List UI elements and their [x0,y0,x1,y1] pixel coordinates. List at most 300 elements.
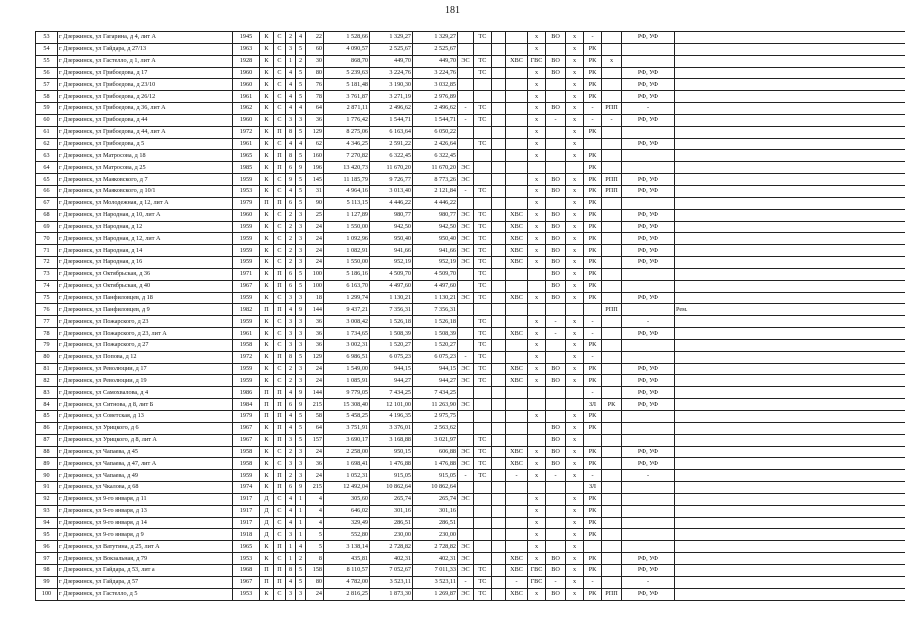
col-ts-cell: ТС [474,564,492,576]
total-area-cell: 3 751,91 [324,422,370,434]
row-number-cell: 79 [36,339,58,351]
residential-area-cell: 606,88 [413,446,458,458]
floors-cell: 5 [296,434,306,446]
col-ts-cell [474,79,492,91]
col-note-cell [675,221,905,233]
col-blank-cell [492,91,506,103]
col-gvs-cell: х [528,493,546,505]
col-rf-uf-cell: РФ, УФ [622,185,675,197]
col-hvs-cell: - [506,470,528,482]
address-cell: г Дзержинск, ул Ситнова, д 8, лит Б [58,399,233,411]
col-hvs-cell [506,505,528,517]
residential-area-cell: 4 509,70 [413,268,458,280]
col-blank-cell [492,126,506,138]
col-hvs-cell [506,138,528,150]
col-note-cell [675,126,905,138]
col-hvs-cell: ХВС [506,363,528,375]
col-rf-uf-cell: РФ, УФ [622,114,675,126]
col-hvs-cell [506,91,528,103]
total-area-cell: 6 163,70 [324,280,370,292]
col-rpp-cell [602,422,622,434]
col-es-cell [458,79,474,91]
col-note-cell [675,233,905,245]
col-hvs-cell [506,517,528,529]
col-note-cell [675,32,905,44]
col-gvs-cell: х [528,375,546,387]
build-year-cell: 1959 [233,375,260,387]
table-row [36,458,905,470]
floors-cell: 1 [296,505,306,517]
col-blank-cell [492,43,506,55]
row-number-cell: 78 [36,328,58,340]
col-hvs-cell [506,67,528,79]
wall-material-cell: К [260,221,274,233]
col-blank-cell [492,209,506,221]
apartments-cell: 129 [306,351,324,363]
residential-area-cell: 2 525,67 [413,43,458,55]
col-rf-uf-cell [622,162,675,174]
tenure-cell: С [274,363,286,375]
col-rf-uf-cell: РФ, УФ [622,292,675,304]
tenure-cell: С [274,257,286,269]
tenure-cell: С [274,375,286,387]
col-rk-cell: - [584,387,602,399]
col-es-cell: ЭС [458,564,474,576]
wall-material-cell: Д [260,493,274,505]
col-note-cell [675,138,905,150]
residential-area-cell: 4 446,22 [413,197,458,209]
col-hvs-cell: ХВС [506,588,528,600]
col-gvs-cell: ГВС [528,55,546,67]
tenure-cell: С [274,245,286,257]
living-area-cell: 3 190,30 [370,79,413,91]
apartments-cell: 64 [306,103,324,115]
col-gvs-cell: х [528,411,546,423]
row-number-cell: 75 [36,292,58,304]
wall-material-cell: К [260,470,274,482]
tenure-cell: С [274,221,286,233]
col-es-cell: ЭС [458,375,474,387]
col-rpp-cell [602,280,622,292]
table-row [36,150,905,162]
living-area-cell: 3 168,88 [370,434,413,446]
row-number-cell: 64 [36,162,58,174]
col-rpp-cell: РПП [602,588,622,600]
col-vo-cell: - [546,328,566,340]
address-cell: г Дзержинск, ул 9-го января, д 13 [58,505,233,517]
living-area-cell: 6 322,45 [370,150,413,162]
wall-material-cell: К [260,67,274,79]
col-rk-cell: РК [584,411,602,423]
col-rk-cell [584,434,602,446]
wall-material-cell: К [260,174,274,186]
col-rpp-cell [602,576,622,588]
col-rpp-cell [602,328,622,340]
total-area-cell: 5 113,15 [324,197,370,209]
row-number-cell: 80 [36,351,58,363]
floors-cell: 5 [296,411,306,423]
col-note-cell [675,399,905,411]
col-es-cell [458,517,474,529]
living-area-cell: 11 670,20 [370,162,413,174]
residential-area-cell: 7 356,31 [413,304,458,316]
floors-cell: 3 [296,446,306,458]
address-cell: г Дзержинск, ул Панфиловцев, д 18 [58,292,233,304]
col-es-cell: ЭС [458,257,474,269]
col-ts-cell: ТС [474,470,492,482]
apartments-cell: 36 [306,114,324,126]
address-cell: г Дзержинск, ул Грибоедова, д 44, лит А [58,126,233,138]
col-es-cell: - [458,576,474,588]
col-vo-cell: ВО [546,564,566,576]
col-rk-cell [584,138,602,150]
residential-area-cell: 6 322,45 [413,150,458,162]
col-x-cell: х [566,67,584,79]
col-x-cell: х [566,339,584,351]
col-gvs-cell: х [528,138,546,150]
col-es-cell [458,43,474,55]
residential-area-cell: 950,40 [413,233,458,245]
build-year-cell: 1961 [233,91,260,103]
address-cell: г Дзержинск, ул Урицкого, д 6 [58,422,233,434]
living-area-cell: 915,05 [370,470,413,482]
col-rpp-cell [602,162,622,174]
col-rk-cell: РК [584,67,602,79]
col-rpp-cell: РПП [602,174,622,186]
tenure-cell: П [274,541,286,553]
row-number-cell: 81 [36,363,58,375]
col-note-cell [675,505,905,517]
col-rk-cell: РК [584,209,602,221]
build-year-cell: 1953 [233,588,260,600]
col-note-cell [675,588,905,600]
col-vo-cell [546,517,566,529]
col-rk-cell: РК [584,422,602,434]
col-ts-cell: ТС [474,103,492,115]
build-year-cell: 1959 [233,316,260,328]
address-cell: г Дзержинск, ул Грибоедова, д 26/12 [58,91,233,103]
col-es-cell [458,280,474,292]
col-rpp-cell [602,233,622,245]
row-number-cell: 55 [36,55,58,67]
col-rk-cell: РК [584,553,602,565]
col-es-cell: ЭС [458,174,474,186]
col-ts-cell [474,126,492,138]
total-area-cell: 1 550,00 [324,221,370,233]
col-blank-cell [492,470,506,482]
row-number-cell: 61 [36,126,58,138]
residential-area-cell: 1 476,88 [413,458,458,470]
wall-material-cell: К [260,150,274,162]
col-ts-cell: ТС [474,328,492,340]
wall-material-cell: К [260,268,274,280]
table-row [36,268,905,280]
residential-area-cell: 915,05 [413,470,458,482]
row-number-cell: 63 [36,150,58,162]
wall-material-cell: К [260,114,274,126]
col-blank-cell [492,363,506,375]
residential-area-cell: 3 021,97 [413,434,458,446]
address-cell: г Дзержинск, ул Советская, д 13 [58,411,233,423]
col-note-cell [675,268,905,280]
wall-material-cell: К [260,209,274,221]
col-hvs-cell [506,126,528,138]
table-row [36,185,905,197]
floors-cell: 4 [296,138,306,150]
col-rpp-cell [602,553,622,565]
residential-area-cell: 6 050,22 [413,126,458,138]
col-rk-cell: РК [584,150,602,162]
col-note-cell [675,328,905,340]
apartments-cell: 36 [306,339,324,351]
col-rf-uf-cell [622,126,675,138]
living-area-cell: 449,70 [370,55,413,67]
tenure-cell: П [274,482,286,494]
col-ts-cell: ТС [474,458,492,470]
col-ts-cell [474,493,492,505]
wall-material-cell: К [260,422,274,434]
col-gvs-cell [528,280,546,292]
col-ts-cell: ТС [474,221,492,233]
table-row [36,103,905,115]
col-x-cell: х [566,55,584,67]
living-area-cell: 265,74 [370,493,413,505]
build-year-cell: 1959 [233,292,260,304]
col-ts-cell: ТС [474,32,492,44]
col-rpp-cell [602,138,622,150]
col-hvs-cell: ХВС [506,209,528,221]
col-ts-cell [474,43,492,55]
col-blank-cell [492,564,506,576]
col-vo-cell: ВО [546,221,566,233]
col-blank-cell [492,138,506,150]
stories-cell: 4 [286,67,296,79]
residential-area-cell: 942,50 [413,221,458,233]
apartments-cell: 24 [306,470,324,482]
col-hvs-cell [506,185,528,197]
apartments-cell: 64 [306,422,324,434]
build-year-cell: 1958 [233,458,260,470]
col-ts-cell [474,422,492,434]
col-rpp-cell [602,126,622,138]
table-row [36,32,905,44]
col-rk-cell: РК [584,458,602,470]
floors-cell: 5 [296,564,306,576]
table-row [36,162,905,174]
col-hvs-cell: ХВС [506,553,528,565]
col-note-cell [675,67,905,79]
col-rpp-cell [602,446,622,458]
floors-cell: 3 [296,363,306,375]
living-area-cell: 10 862,64 [370,482,413,494]
wall-material-cell: П [260,411,274,423]
total-area-cell: 1 734,65 [324,328,370,340]
col-vo-cell [546,399,566,411]
col-hvs-cell [506,351,528,363]
wall-material-cell: К [260,245,274,257]
col-hvs-cell [506,529,528,541]
col-hvs-cell [506,482,528,494]
build-year-cell: 1959 [233,221,260,233]
col-es-cell [458,91,474,103]
wall-material-cell: П [260,576,274,588]
living-area-cell: 950,15 [370,446,413,458]
col-ts-cell: ТС [474,138,492,150]
address-cell: г Дзержинск, ул Грибоедова, д 5 [58,138,233,150]
col-rf-uf-cell: - [622,103,675,115]
col-hvs-cell: ХВС [506,55,528,67]
stories-cell: 3 [286,529,296,541]
col-vo-cell [546,197,566,209]
table-row [36,126,905,138]
build-year-cell: 1984 [233,399,260,411]
col-hvs-cell: ХВС [506,292,528,304]
residential-area-cell: 301,16 [413,505,458,517]
residential-area-cell: 10 862,64 [413,482,458,494]
table-row [36,245,905,257]
col-note-cell [675,411,905,423]
apartments-cell: 4 [306,493,324,505]
col-es-cell: - [458,103,474,115]
col-rf-uf-cell [622,351,675,363]
tenure-cell: С [274,209,286,221]
col-x-cell [566,482,584,494]
living-area-cell: 301,16 [370,505,413,517]
build-year-cell: 1986 [233,387,260,399]
stories-cell: 3 [286,328,296,340]
table-row [36,67,905,79]
col-rf-uf-cell [622,517,675,529]
build-year-cell: 1965 [233,150,260,162]
apartments-cell: 25 [306,209,324,221]
table-row [36,588,905,600]
col-hvs-cell [506,114,528,126]
col-rpp-cell: - [602,114,622,126]
residential-area-cell: 3 224,76 [413,67,458,79]
col-rf-uf-cell: РФ, УФ [622,32,675,44]
col-rk-cell [584,541,602,553]
col-x-cell: х [566,43,584,55]
col-note-cell [675,292,905,304]
col-es-cell [458,150,474,162]
row-number-cell: 94 [36,517,58,529]
col-rf-uf-cell: РФ, УФ [622,209,675,221]
col-hvs-cell: ХВС [506,446,528,458]
floors-cell: 3 [296,292,306,304]
col-gvs-cell: х [528,541,546,553]
apartments-cell: 160 [306,150,324,162]
apartments-cell: 36 [306,458,324,470]
col-vo-cell: ВО [546,458,566,470]
col-vo-cell [546,529,566,541]
col-hvs-cell: ХВС [506,458,528,470]
apartments-cell: 36 [306,316,324,328]
residential-area-cell: 265,74 [413,493,458,505]
col-rf-uf-cell [622,43,675,55]
stories-cell: 1 [286,55,296,67]
table-row [36,233,905,245]
col-rpp-cell [602,564,622,576]
total-area-cell: 11 185,79 [324,174,370,186]
wall-material-cell: П [260,387,274,399]
col-hvs-cell [506,434,528,446]
col-blank-cell [492,67,506,79]
living-area-cell: 2 728,82 [370,541,413,553]
col-rpp-cell [602,339,622,351]
col-rpp-cell [602,411,622,423]
col-vo-cell: ВО [546,55,566,67]
row-number-cell: 96 [36,541,58,553]
wall-material-cell: К [260,162,274,174]
col-es-cell: ЭС [458,233,474,245]
col-x-cell: х [566,32,584,44]
col-note-cell [675,458,905,470]
living-area-cell: 9 726,77 [370,174,413,186]
row-number-cell: 92 [36,493,58,505]
col-rk-cell: РК [584,339,602,351]
living-area-cell: 952,19 [370,257,413,269]
total-area-cell: 552,80 [324,529,370,541]
apartments-cell: 215 [306,399,324,411]
total-area-cell: 3 002,31 [324,339,370,351]
total-area-cell: 1 082,91 [324,245,370,257]
col-es-cell: - [458,470,474,482]
col-ts-cell: ТС [474,339,492,351]
total-area-cell: 9 437,21 [324,304,370,316]
col-x-cell: х [566,268,584,280]
col-rf-uf-cell: РФ, УФ [622,446,675,458]
col-hvs-cell [506,339,528,351]
wall-material-cell: К [260,280,274,292]
col-blank-cell [492,32,506,44]
col-rk-cell: РК [584,245,602,257]
table-row [36,114,905,126]
row-number-cell: 58 [36,91,58,103]
build-year-cell: 1953 [233,185,260,197]
address-cell: г Дзержинск, ул Пожарского, д 23, лит А [58,328,233,340]
build-year-cell: 1958 [233,446,260,458]
col-vo-cell [546,126,566,138]
col-gvs-cell: х [528,328,546,340]
tenure-cell: С [274,103,286,115]
col-x-cell: х [566,209,584,221]
tenure-cell: П [274,197,286,209]
apartments-cell: 24 [306,257,324,269]
apartments-cell: 100 [306,280,324,292]
apartments-cell: 22 [306,32,324,44]
col-vo-cell: ВО [546,268,566,280]
table-row [36,411,905,423]
stories-cell: 9 [286,174,296,186]
col-gvs-cell: х [528,91,546,103]
col-es-cell [458,505,474,517]
col-note-cell [675,470,905,482]
col-rk-cell: РК [584,126,602,138]
col-hvs-cell [506,103,528,115]
address-cell: г Дзержинск, ул Урицкого, д 8, лит А [58,434,233,446]
col-rpp-cell [602,363,622,375]
col-rf-uf-cell: - [622,470,675,482]
col-blank-cell [492,174,506,186]
col-es-cell [458,304,474,316]
col-note-cell [675,150,905,162]
stories-cell: 3 [286,588,296,600]
total-area-cell: 4 782,00 [324,576,370,588]
col-hvs-cell: ХВС [506,245,528,257]
col-es-cell: ЭС [458,245,474,257]
address-cell: г Дзержинск, ул Матросова, д 18 [58,150,233,162]
residential-area-cell: 2 121,84 [413,185,458,197]
